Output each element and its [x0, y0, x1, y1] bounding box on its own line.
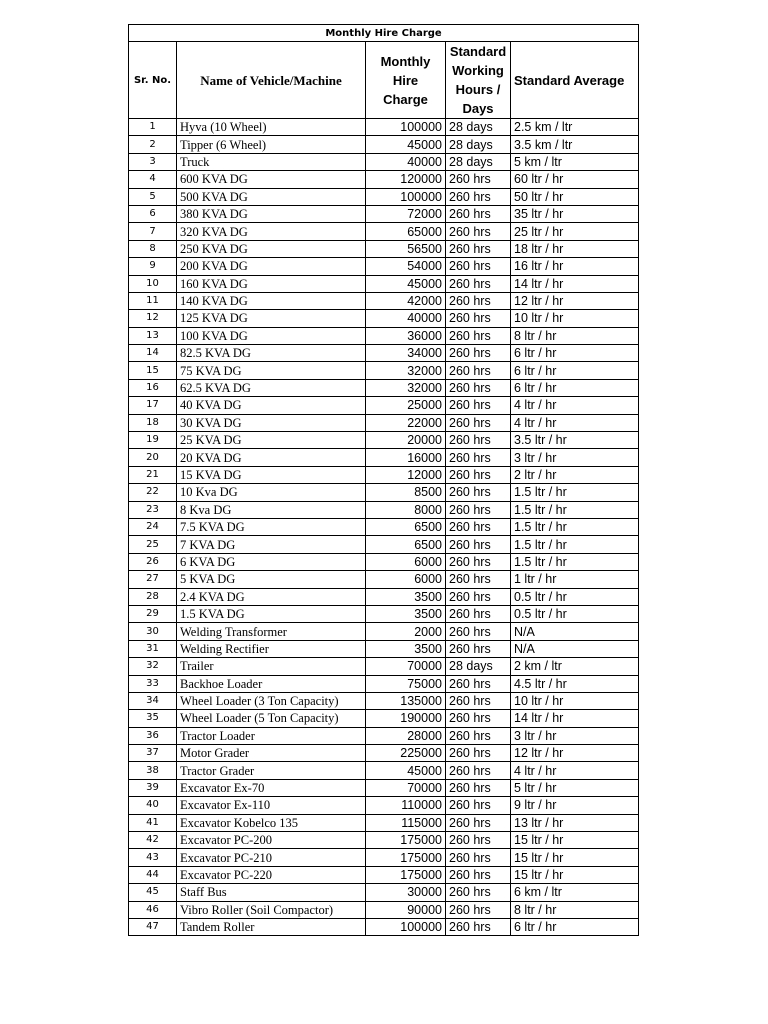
cell-monthly-charge: 32000	[366, 379, 446, 396]
cell-standard-average: 6 ltr / hr	[511, 379, 639, 396]
cell-monthly-charge: 20000	[366, 432, 446, 449]
cell-sr-no: 18	[129, 414, 177, 431]
cell-working-hours: 260 hrs	[446, 710, 511, 727]
cell-standard-average: 4 ltr / hr	[511, 762, 639, 779]
cell-sr-no: 25	[129, 536, 177, 553]
cell-monthly-charge: 225000	[366, 745, 446, 762]
cell-working-hours: 260 hrs	[446, 223, 511, 240]
cell-sr-no: 13	[129, 327, 177, 344]
cell-sr-no: 45	[129, 884, 177, 901]
table-row	[129, 292, 639, 309]
cell-standard-average: 18 ltr / hr	[511, 240, 639, 257]
table-row	[129, 588, 639, 605]
table-title: Monthly Hire Charge	[129, 25, 639, 42]
cell-sr-no: 12	[129, 310, 177, 327]
cell-sr-no: 38	[129, 762, 177, 779]
cell-vehicle-name: Excavator Kobelco 135	[177, 814, 366, 831]
table-row	[129, 832, 639, 849]
cell-working-hours: 260 hrs	[446, 779, 511, 796]
cell-working-hours: 260 hrs	[446, 466, 511, 483]
header-standard-average: Standard Average	[511, 42, 639, 119]
cell-sr-no: 29	[129, 605, 177, 622]
cell-monthly-charge: 12000	[366, 466, 446, 483]
cell-monthly-charge: 54000	[366, 258, 446, 275]
cell-working-hours: 28 days	[446, 658, 511, 675]
cell-vehicle-name: Excavator PC-210	[177, 849, 366, 866]
cell-sr-no: 39	[129, 779, 177, 796]
cell-working-hours: 260 hrs	[446, 345, 511, 362]
cell-standard-average: 1.5 ltr / hr	[511, 536, 639, 553]
cell-standard-average: 10 ltr / hr	[511, 692, 639, 709]
cell-working-hours: 260 hrs	[446, 484, 511, 501]
header-vehicle-name: Name of Vehicle/Machine	[177, 42, 366, 119]
cell-vehicle-name: 10 Kva DG	[177, 484, 366, 501]
table-row	[129, 745, 639, 762]
cell-working-hours: 260 hrs	[446, 449, 511, 466]
cell-vehicle-name: 125 KVA DG	[177, 310, 366, 327]
cell-vehicle-name: 40 KVA DG	[177, 397, 366, 414]
cell-vehicle-name: Hyva (10 Wheel)	[177, 119, 366, 136]
table-row	[129, 153, 639, 170]
cell-standard-average: 15 ltr / hr	[511, 832, 639, 849]
cell-standard-average: 10 ltr / hr	[511, 310, 639, 327]
table-row	[129, 797, 639, 814]
table-row	[129, 658, 639, 675]
table-row	[129, 432, 639, 449]
cell-standard-average: 9 ltr / hr	[511, 797, 639, 814]
cell-monthly-charge: 45000	[366, 275, 446, 292]
cell-monthly-charge: 28000	[366, 727, 446, 744]
cell-standard-average: 12 ltr / hr	[511, 292, 639, 309]
cell-standard-average: 35 ltr / hr	[511, 205, 639, 222]
cell-sr-no: 34	[129, 692, 177, 709]
table-row	[129, 275, 639, 292]
cell-monthly-charge: 90000	[366, 901, 446, 918]
cell-working-hours: 260 hrs	[446, 536, 511, 553]
cell-working-hours: 260 hrs	[446, 518, 511, 535]
cell-standard-average: 4 ltr / hr	[511, 414, 639, 431]
table-row	[129, 501, 639, 518]
cell-monthly-charge: 34000	[366, 345, 446, 362]
cell-vehicle-name: Staff Bus	[177, 884, 366, 901]
cell-standard-average: 5 km / ltr	[511, 153, 639, 170]
cell-working-hours: 260 hrs	[446, 310, 511, 327]
cell-standard-average: 15 ltr / hr	[511, 849, 639, 866]
cell-vehicle-name: 6 KVA DG	[177, 553, 366, 570]
cell-standard-average: 1 ltr / hr	[511, 571, 639, 588]
cell-monthly-charge: 175000	[366, 849, 446, 866]
cell-monthly-charge: 190000	[366, 710, 446, 727]
table-row	[129, 866, 639, 883]
cell-monthly-charge: 42000	[366, 292, 446, 309]
cell-standard-average: 6 ltr / hr	[511, 345, 639, 362]
cell-sr-no: 4	[129, 171, 177, 188]
cell-monthly-charge: 40000	[366, 153, 446, 170]
cell-standard-average: 6 km / ltr	[511, 884, 639, 901]
cell-vehicle-name: Backhoe Loader	[177, 675, 366, 692]
cell-working-hours: 260 hrs	[446, 866, 511, 883]
cell-standard-average: 5 ltr / hr	[511, 779, 639, 796]
cell-standard-average: 0.5 ltr / hr	[511, 588, 639, 605]
table-row	[129, 849, 639, 866]
cell-sr-no: 2	[129, 136, 177, 153]
cell-vehicle-name: 62.5 KVA DG	[177, 379, 366, 396]
cell-vehicle-name: 25 KVA DG	[177, 432, 366, 449]
table-row	[129, 901, 639, 918]
cell-monthly-charge: 175000	[366, 832, 446, 849]
cell-standard-average: 13 ltr / hr	[511, 814, 639, 831]
cell-standard-average: 8 ltr / hr	[511, 901, 639, 918]
cell-working-hours: 260 hrs	[446, 814, 511, 831]
cell-monthly-charge: 3500	[366, 588, 446, 605]
cell-monthly-charge: 65000	[366, 223, 446, 240]
cell-monthly-charge: 32000	[366, 362, 446, 379]
table-row	[129, 675, 639, 692]
cell-vehicle-name: Excavator Ex-110	[177, 797, 366, 814]
table-row	[129, 553, 639, 570]
cell-sr-no: 19	[129, 432, 177, 449]
cell-sr-no: 9	[129, 258, 177, 275]
cell-sr-no: 35	[129, 710, 177, 727]
cell-sr-no: 31	[129, 640, 177, 657]
cell-monthly-charge: 100000	[366, 918, 446, 935]
cell-standard-average: 2.5 km / ltr	[511, 119, 639, 136]
cell-vehicle-name: Vibro Roller (Soil Compactor)	[177, 901, 366, 918]
table-row	[129, 623, 639, 640]
cell-working-hours: 260 hrs	[446, 188, 511, 205]
cell-working-hours: 260 hrs	[446, 692, 511, 709]
cell-working-hours: 260 hrs	[446, 918, 511, 935]
cell-standard-average: 3.5 km / ltr	[511, 136, 639, 153]
table-row	[129, 258, 639, 275]
cell-standard-average: 14 ltr / hr	[511, 710, 639, 727]
cell-standard-average: 16 ltr / hr	[511, 258, 639, 275]
cell-sr-no: 47	[129, 918, 177, 935]
cell-vehicle-name: Motor Grader	[177, 745, 366, 762]
cell-sr-no: 36	[129, 727, 177, 744]
cell-sr-no: 26	[129, 553, 177, 570]
table-row	[129, 710, 639, 727]
cell-working-hours: 260 hrs	[446, 832, 511, 849]
cell-working-hours: 260 hrs	[446, 849, 511, 866]
cell-working-hours: 260 hrs	[446, 727, 511, 744]
cell-vehicle-name: Wheel Loader (3 Ton Capacity)	[177, 692, 366, 709]
cell-working-hours: 260 hrs	[446, 414, 511, 431]
cell-sr-no: 15	[129, 362, 177, 379]
cell-vehicle-name: Wheel Loader (5 Ton Capacity)	[177, 710, 366, 727]
cell-working-hours: 260 hrs	[446, 432, 511, 449]
cell-standard-average: N/A	[511, 623, 639, 640]
table-row	[129, 605, 639, 622]
cell-working-hours: 260 hrs	[446, 588, 511, 605]
table-row	[129, 571, 639, 588]
cell-sr-no: 42	[129, 832, 177, 849]
cell-sr-no: 46	[129, 901, 177, 918]
cell-monthly-charge: 100000	[366, 119, 446, 136]
header-monthly-charge: Monthly Hire Charge	[366, 42, 446, 119]
table-row	[129, 362, 639, 379]
cell-working-hours: 260 hrs	[446, 327, 511, 344]
cell-sr-no: 33	[129, 675, 177, 692]
cell-working-hours: 28 days	[446, 119, 511, 136]
cell-monthly-charge: 6000	[366, 553, 446, 570]
cell-vehicle-name: Tandem Roller	[177, 918, 366, 935]
cell-standard-average: 50 ltr / hr	[511, 188, 639, 205]
cell-monthly-charge: 75000	[366, 675, 446, 692]
cell-vehicle-name: 100 KVA DG	[177, 327, 366, 344]
cell-monthly-charge: 56500	[366, 240, 446, 257]
cell-standard-average: 2 km / ltr	[511, 658, 639, 675]
cell-standard-average: 2 ltr / hr	[511, 466, 639, 483]
cell-monthly-charge: 36000	[366, 327, 446, 344]
cell-working-hours: 260 hrs	[446, 292, 511, 309]
cell-monthly-charge: 2000	[366, 623, 446, 640]
cell-monthly-charge: 120000	[366, 171, 446, 188]
cell-standard-average: 14 ltr / hr	[511, 275, 639, 292]
cell-standard-average: 3 ltr / hr	[511, 727, 639, 744]
cell-monthly-charge: 135000	[366, 692, 446, 709]
table-row	[129, 449, 639, 466]
cell-standard-average: 6 ltr / hr	[511, 918, 639, 935]
table-row	[129, 762, 639, 779]
table-row	[129, 536, 639, 553]
cell-vehicle-name: 250 KVA DG	[177, 240, 366, 257]
cell-working-hours: 28 days	[446, 136, 511, 153]
cell-monthly-charge: 175000	[366, 866, 446, 883]
cell-sr-no: 32	[129, 658, 177, 675]
cell-monthly-charge: 6000	[366, 571, 446, 588]
cell-standard-average: 0.5 ltr / hr	[511, 605, 639, 622]
cell-working-hours: 260 hrs	[446, 623, 511, 640]
cell-sr-no: 37	[129, 745, 177, 762]
table-row	[129, 640, 639, 657]
table-row	[129, 119, 639, 136]
cell-sr-no: 7	[129, 223, 177, 240]
cell-standard-average: 60 ltr / hr	[511, 171, 639, 188]
cell-sr-no: 11	[129, 292, 177, 309]
cell-sr-no: 44	[129, 866, 177, 883]
cell-monthly-charge: 25000	[366, 397, 446, 414]
cell-vehicle-name: 320 KVA DG	[177, 223, 366, 240]
cell-monthly-charge: 45000	[366, 136, 446, 153]
cell-monthly-charge: 8500	[366, 484, 446, 501]
cell-working-hours: 260 hrs	[446, 362, 511, 379]
cell-monthly-charge: 100000	[366, 188, 446, 205]
table-row	[129, 223, 639, 240]
table-row	[129, 779, 639, 796]
cell-monthly-charge: 3500	[366, 640, 446, 657]
cell-monthly-charge: 72000	[366, 205, 446, 222]
cell-working-hours: 260 hrs	[446, 553, 511, 570]
cell-sr-no: 28	[129, 588, 177, 605]
cell-monthly-charge: 70000	[366, 779, 446, 796]
cell-working-hours: 260 hrs	[446, 379, 511, 396]
cell-sr-no: 43	[129, 849, 177, 866]
cell-vehicle-name: 500 KVA DG	[177, 188, 366, 205]
cell-working-hours: 260 hrs	[446, 745, 511, 762]
table-row	[129, 518, 639, 535]
cell-sr-no: 41	[129, 814, 177, 831]
cell-vehicle-name: 380 KVA DG	[177, 205, 366, 222]
table-row	[129, 884, 639, 901]
cell-monthly-charge: 70000	[366, 658, 446, 675]
cell-working-hours: 260 hrs	[446, 884, 511, 901]
cell-monthly-charge: 45000	[366, 762, 446, 779]
cell-standard-average: N/A	[511, 640, 639, 657]
cell-standard-average: 8 ltr / hr	[511, 327, 639, 344]
cell-vehicle-name: 15 KVA DG	[177, 466, 366, 483]
table-row	[129, 814, 639, 831]
cell-sr-no: 22	[129, 484, 177, 501]
cell-standard-average: 1.5 ltr / hr	[511, 553, 639, 570]
cell-vehicle-name: 200 KVA DG	[177, 258, 366, 275]
cell-working-hours: 260 hrs	[446, 397, 511, 414]
cell-standard-average: 3.5 ltr / hr	[511, 432, 639, 449]
table-row	[129, 414, 639, 431]
cell-vehicle-name: Welding Rectifier	[177, 640, 366, 657]
cell-standard-average: 1.5 ltr / hr	[511, 501, 639, 518]
cell-standard-average: 12 ltr / hr	[511, 745, 639, 762]
cell-working-hours: 260 hrs	[446, 762, 511, 779]
table-row	[129, 240, 639, 257]
cell-sr-no: 40	[129, 797, 177, 814]
cell-monthly-charge: 6500	[366, 536, 446, 553]
table-row	[129, 327, 639, 344]
cell-working-hours: 260 hrs	[446, 171, 511, 188]
cell-standard-average: 1.5 ltr / hr	[511, 518, 639, 535]
cell-working-hours: 260 hrs	[446, 205, 511, 222]
cell-vehicle-name: 82.5 KVA DG	[177, 345, 366, 362]
table-row	[129, 188, 639, 205]
hire-charge-table	[128, 24, 639, 936]
cell-monthly-charge: 40000	[366, 310, 446, 327]
cell-vehicle-name: 20 KVA DG	[177, 449, 366, 466]
cell-working-hours: 260 hrs	[446, 640, 511, 657]
cell-sr-no: 10	[129, 275, 177, 292]
cell-vehicle-name: Excavator Ex-70	[177, 779, 366, 796]
cell-vehicle-name: 30 KVA DG	[177, 414, 366, 431]
table-row	[129, 205, 639, 222]
cell-vehicle-name: Truck	[177, 153, 366, 170]
table-row	[129, 397, 639, 414]
cell-vehicle-name: 600 KVA DG	[177, 171, 366, 188]
cell-monthly-charge: 3500	[366, 605, 446, 622]
cell-working-hours: 260 hrs	[446, 571, 511, 588]
table-row	[129, 484, 639, 501]
cell-standard-average: 6 ltr / hr	[511, 362, 639, 379]
header-working-hours: Standard Working Hours / Days	[446, 42, 511, 119]
cell-vehicle-name: 140 KVA DG	[177, 292, 366, 309]
cell-sr-no: 20	[129, 449, 177, 466]
cell-monthly-charge: 115000	[366, 814, 446, 831]
cell-working-hours: 260 hrs	[446, 258, 511, 275]
header-sr-no: Sr. No.	[129, 42, 177, 119]
cell-sr-no: 1	[129, 119, 177, 136]
table-row	[129, 310, 639, 327]
cell-working-hours: 28 days	[446, 153, 511, 170]
cell-working-hours: 260 hrs	[446, 275, 511, 292]
cell-monthly-charge: 8000	[366, 501, 446, 518]
header-row	[129, 42, 639, 119]
cell-vehicle-name: 2.4 KVA DG	[177, 588, 366, 605]
cell-monthly-charge: 6500	[366, 518, 446, 535]
cell-sr-no: 21	[129, 466, 177, 483]
cell-working-hours: 260 hrs	[446, 675, 511, 692]
cell-sr-no: 17	[129, 397, 177, 414]
table-row	[129, 692, 639, 709]
cell-vehicle-name: 5 KVA DG	[177, 571, 366, 588]
cell-working-hours: 260 hrs	[446, 797, 511, 814]
table-row	[129, 466, 639, 483]
cell-vehicle-name: Welding Transformer	[177, 623, 366, 640]
cell-vehicle-name: Tipper (6 Wheel)	[177, 136, 366, 153]
cell-vehicle-name: 75 KVA DG	[177, 362, 366, 379]
cell-sr-no: 14	[129, 345, 177, 362]
cell-monthly-charge: 110000	[366, 797, 446, 814]
cell-sr-no: 8	[129, 240, 177, 257]
cell-vehicle-name: Tractor Loader	[177, 727, 366, 744]
cell-sr-no: 6	[129, 205, 177, 222]
cell-working-hours: 260 hrs	[446, 240, 511, 257]
cell-vehicle-name: 8 Kva DG	[177, 501, 366, 518]
cell-working-hours: 260 hrs	[446, 501, 511, 518]
table-row	[129, 379, 639, 396]
cell-standard-average: 15 ltr / hr	[511, 866, 639, 883]
table-body	[129, 119, 639, 936]
title-row	[129, 25, 639, 42]
cell-vehicle-name: 7.5 KVA DG	[177, 518, 366, 535]
cell-standard-average: 4 ltr / hr	[511, 397, 639, 414]
cell-vehicle-name: 1.5 KVA DG	[177, 605, 366, 622]
cell-standard-average: 25 ltr / hr	[511, 223, 639, 240]
cell-vehicle-name: 160 KVA DG	[177, 275, 366, 292]
cell-sr-no: 27	[129, 571, 177, 588]
cell-standard-average: 1.5 ltr / hr	[511, 484, 639, 501]
cell-monthly-charge: 16000	[366, 449, 446, 466]
cell-working-hours: 260 hrs	[446, 605, 511, 622]
cell-sr-no: 3	[129, 153, 177, 170]
cell-sr-no: 16	[129, 379, 177, 396]
table-row	[129, 136, 639, 153]
cell-sr-no: 23	[129, 501, 177, 518]
table-row	[129, 171, 639, 188]
cell-vehicle-name: Excavator PC-220	[177, 866, 366, 883]
cell-sr-no: 24	[129, 518, 177, 535]
cell-standard-average: 4.5 ltr / hr	[511, 675, 639, 692]
cell-vehicle-name: Excavator PC-200	[177, 832, 366, 849]
cell-vehicle-name: Tractor Grader	[177, 762, 366, 779]
cell-vehicle-name: Trailer	[177, 658, 366, 675]
cell-monthly-charge: 30000	[366, 884, 446, 901]
table-row	[129, 727, 639, 744]
cell-vehicle-name: 7 KVA DG	[177, 536, 366, 553]
cell-sr-no: 5	[129, 188, 177, 205]
cell-monthly-charge: 22000	[366, 414, 446, 431]
cell-standard-average: 3 ltr / hr	[511, 449, 639, 466]
cell-working-hours: 260 hrs	[446, 901, 511, 918]
cell-sr-no: 30	[129, 623, 177, 640]
table-row	[129, 345, 639, 362]
table-row	[129, 918, 639, 935]
